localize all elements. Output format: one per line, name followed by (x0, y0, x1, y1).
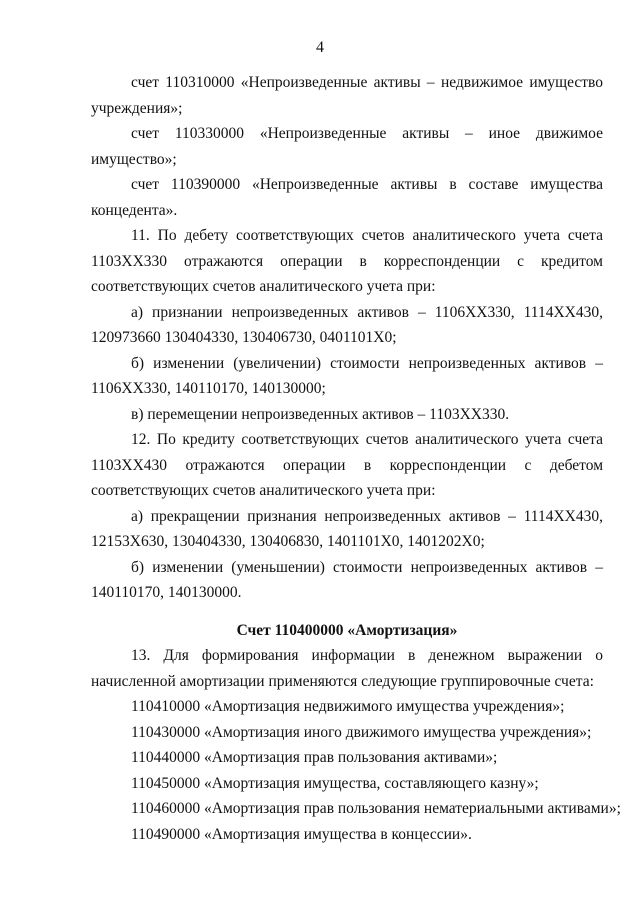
account-list-item: 110490000 «Амортизация имущества в концессии». (131, 825, 472, 843)
account-list-item: 110410000 «Амортизация недвижимого имущества учреждения»; (131, 698, 565, 715)
paragraph-clause-12: 12. По кредиту соответствующих счетов аналитического учета счета 1103ХХ430 отражаются операции в корреспонденции с дебетом соответствующих счетов аналитического учета при: (91, 431, 603, 499)
account-list-item: 110450000 «Амортизация имущества, составляющего казну»; (131, 774, 539, 792)
account-list-item: 110440000 «Амортизация прав пользования активами»; (131, 749, 498, 766)
account-list-item: 110430000 «Амортизация иного движимого имущества учреждения»; (131, 723, 592, 741)
paragraph-account-110310000: счет 110310000 «Непроизведенные активы – недвижимое имущество учреждения»; (91, 74, 603, 117)
paragraph-clause-12-b: б) изменении (уменьшении) стоимости непроизведенных активов – 140110170, 140130000. (91, 558, 603, 601)
paragraph-account-110330000: счет 110330000 «Непроизведенные активы – иное движимое имущество»; (91, 125, 603, 168)
paragraph-clause-13: 13. Для формирования информации в денежном выражении о начисленной амортизации применяются следующие группировочные счета: (91, 647, 603, 690)
paragraph-clause-11-b: б) изменении (увеличении) стоимости непроизведенных активов – 1106ХХ330, 140110170, 140130000; (91, 354, 603, 397)
paragraph-clause-11-c: в) перемещении непроизведенных активов – 1103ХХ330. (131, 405, 510, 423)
page-number: 4 (316, 39, 324, 56)
paragraph-account-110390000: счет 110390000 «Непроизведенные активы в составе имущества концедента». (91, 176, 603, 219)
paragraph-clause-11-a: а) признании непроизведенных активов – 1106ХХ330, 1114ХХ430, 120973660 130404330, 130406730, 0401101Х0; (91, 303, 603, 346)
section-heading: Счет 110400000 «Амортизация» (236, 621, 458, 639)
paragraph-clause-12-a: а) прекращении признания непроизведенных активов – 1114ХХ430, 12153Х630, 130404330, 130406830, 1401101Х0, 1401202Х0; (91, 507, 603, 550)
account-list (91, 694, 621, 847)
document-body (91, 70, 621, 847)
account-list-item: 110460000 «Амортизация прав пользования нематериальными активами»; (131, 800, 621, 817)
paragraph-clause-11: 11. По дебету соответствующих счетов аналитического учета счета 1103ХХ330 отражаются операции в корреспонденции с кредитом соответствующих счетов аналитического учета при: (91, 227, 603, 295)
